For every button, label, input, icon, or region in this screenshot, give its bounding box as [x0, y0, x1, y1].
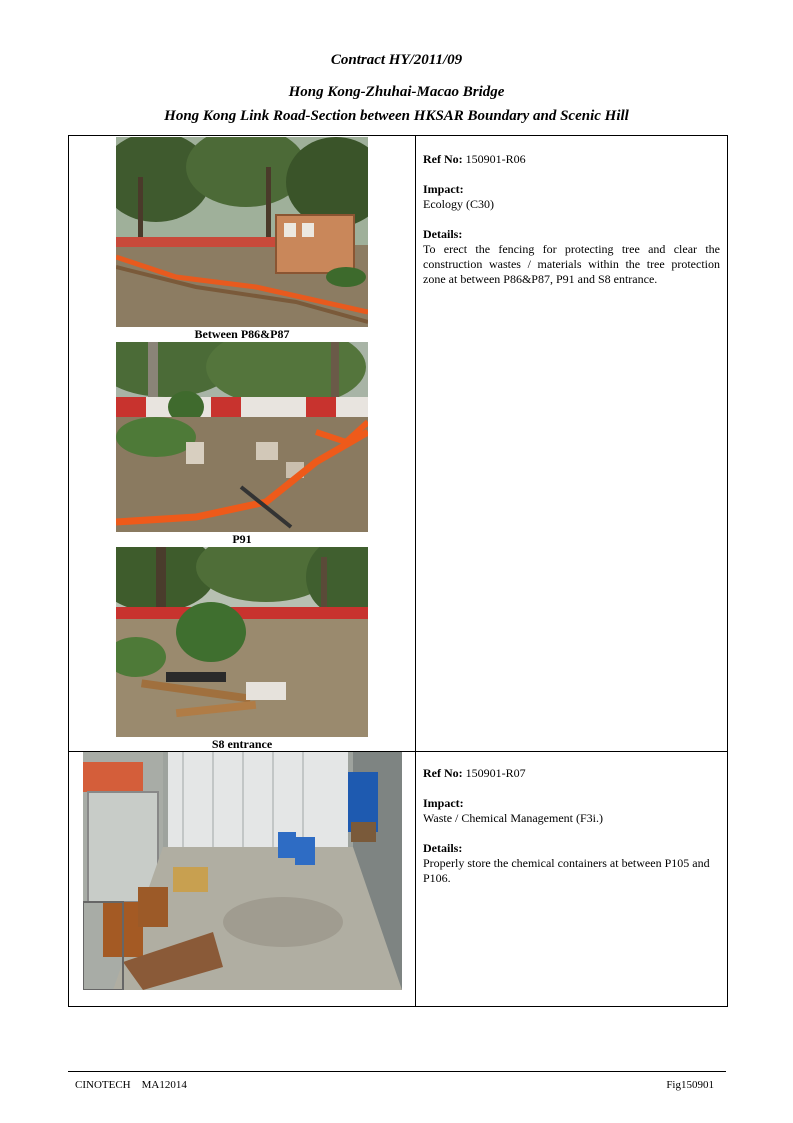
section-title: Hong Kong Link Road-Section between HKSAR Boundary and Scenic Hill: [164, 108, 629, 124]
details-label: Details:: [423, 227, 463, 241]
footer-right: Fig150901: [666, 1079, 714, 1091]
record-row-2: [68, 750, 728, 1007]
details-value: Properly store the chemical containers at between P105 and P106.: [423, 856, 710, 885]
footer-left: CINOTECH MA12014: [75, 1079, 187, 1091]
photo-between-p86-p87: [116, 137, 368, 327]
photo-caption: Between P86&P87: [194, 327, 290, 341]
column-divider: [415, 750, 416, 1006]
impact-value: Ecology (C30): [423, 197, 494, 211]
impact-label: Impact:: [423, 182, 464, 196]
record-details: [423, 152, 720, 287]
footer-divider: [68, 1071, 726, 1072]
ref-value: 150901-R07: [465, 766, 526, 780]
details-label: Details:: [423, 841, 463, 855]
ref-value: 150901-R06: [465, 152, 526, 166]
ref-label: Ref No:: [423, 152, 463, 166]
column-divider: [415, 136, 416, 751]
impact-value: Waste / Chemical Management (F3i.): [423, 811, 603, 825]
ref-label: Ref No:: [423, 766, 463, 780]
photo-chemical-containers: [83, 752, 402, 990]
impact-label: Impact:: [423, 796, 464, 810]
contract-title: Contract HY/2011/09: [330, 52, 463, 68]
photo-caption: P91: [232, 532, 252, 546]
record-row-1: [68, 135, 728, 752]
photo-p91: [116, 342, 368, 532]
photo-s8-entrance: [116, 547, 368, 737]
photo-caption: S8 entrance: [211, 737, 273, 751]
project-title: Hong Kong-Zhuhai-Macao Bridge: [288, 84, 505, 100]
details-value: To erect the fencing for protecting tree and clear the construction wastes / materials within the tree protection zone at between P86&P87, P91 and S8 entrance.: [423, 242, 720, 286]
record-details: [423, 766, 720, 886]
